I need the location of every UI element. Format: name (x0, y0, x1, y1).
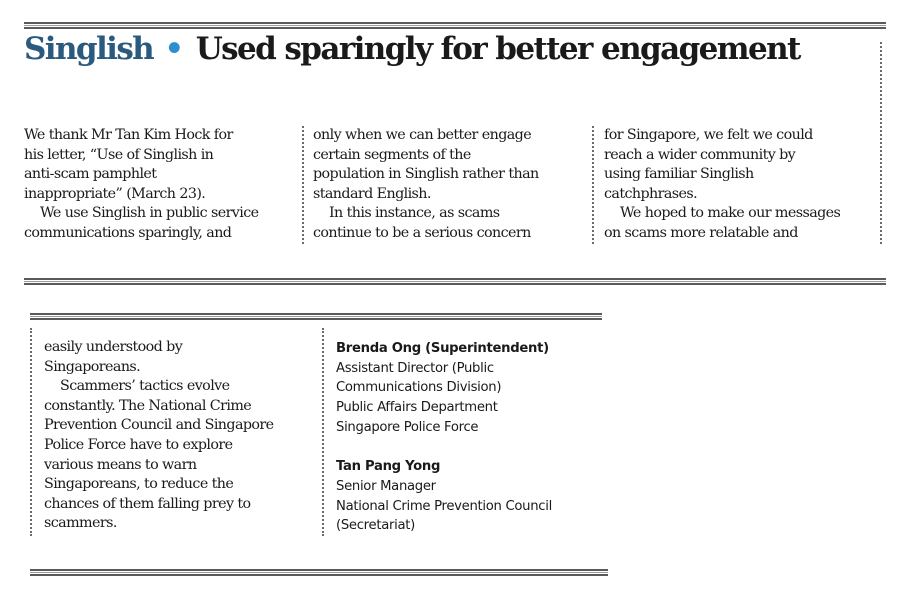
text-line: standard English. (313, 185, 431, 202)
column-divider (592, 126, 594, 244)
middle-rule (24, 278, 886, 285)
panel-right-border (880, 42, 882, 244)
text-line: We hoped to make our messages (620, 205, 841, 222)
text-line: anti-scam pamphlet (24, 166, 157, 183)
signature-block (336, 339, 552, 536)
lower-panel-rule (30, 313, 602, 320)
text-line: using familiar Singlish (604, 166, 754, 183)
signatory-title: Assistant Director (Public (336, 360, 494, 376)
text-line: In this instance, as scams (329, 205, 500, 222)
top-rule (24, 22, 886, 29)
signatory-title: Public Affairs Department (336, 400, 498, 416)
text-line: constantly. The National Crime (44, 397, 252, 414)
text-line: Scammers’ tactics evolve (60, 378, 230, 395)
text-line: only when we can better engage (313, 127, 532, 143)
headline-kicker: Singlish (24, 31, 154, 67)
bottom-rule (30, 569, 608, 576)
text-line: continue to be a serious concern (313, 224, 531, 241)
signatory-title: (Secretariat) (336, 518, 415, 534)
article-column-2 (313, 126, 539, 244)
headline-title: Used sparingly for better engagement (195, 31, 800, 67)
signatory-name: Brenda Ong (Superintendent) (336, 341, 549, 356)
text-line: Prevention Council and Singapore (44, 417, 274, 434)
headline (24, 31, 800, 67)
text-line: catchphrases. (604, 185, 698, 202)
text-line: chances of them falling prey to (44, 495, 251, 512)
text-line: various means to warn (44, 456, 197, 473)
text-line: scammers. (44, 515, 117, 532)
article-column-4 (44, 338, 274, 534)
signatory-title: Communications Division) (336, 380, 502, 396)
article-column-1 (24, 126, 259, 244)
signatory-title: Singapore Police Force (336, 419, 479, 435)
text-line: on scams more relatable and (604, 224, 798, 241)
text-line: his letter, “Use of Singlish in (24, 146, 214, 163)
panel-left-border (30, 328, 32, 536)
text-line: easily understood by (44, 339, 183, 355)
column-divider (302, 126, 304, 244)
article-column-3 (604, 126, 840, 244)
text-line: Singaporeans. (44, 358, 141, 375)
text-line: communications sparingly, and (24, 224, 232, 241)
text-line: for Singapore, we felt we could (604, 127, 813, 143)
text-line: inappropriate” (March 23). (24, 185, 206, 202)
text-line: certain segments of the (313, 146, 471, 163)
text-line: Police Force have to explore (44, 436, 233, 453)
text-line: reach a wider community by (604, 146, 796, 163)
text-line: We use Singlish in public service (40, 205, 259, 222)
text-line: Singaporeans, to reduce the (44, 476, 234, 493)
column-divider (322, 328, 324, 536)
signatory-title: National Crime Prevention Council (336, 498, 552, 514)
spacer (336, 438, 552, 458)
signatory-name: Tan Pang Yong (336, 459, 441, 475)
headline-bullet: • (164, 31, 183, 67)
text-line: population in Singlish rather than (313, 166, 539, 183)
signatory-title: Senior Manager (336, 478, 436, 494)
text-line: We thank Mr Tan Kim Hock for (24, 127, 233, 143)
